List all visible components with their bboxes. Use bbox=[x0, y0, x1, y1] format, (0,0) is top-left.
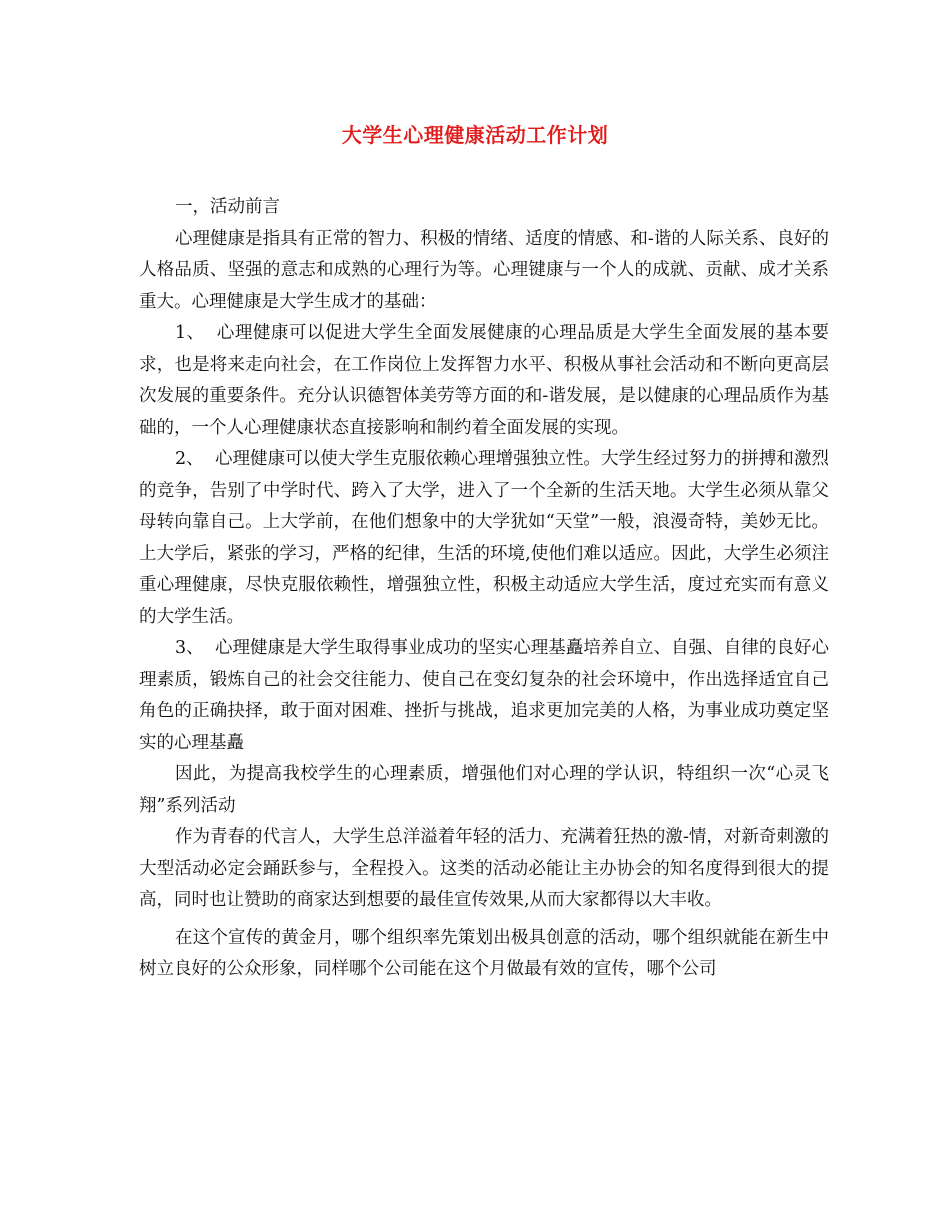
paragraph-youth: 作为青春的代言人，大学生总洋溢着年轻的活力、充满着狂热的激-情，对新奇刺激的大型活动必定会踊跃参与，全程投入。这类的活动必能让主办协会的知名度得到很大的提高，同时也让赞助的商家达到想要的最佳宣传效果,从而大家都得以大丰收。 bbox=[139, 827, 829, 910]
section-heading: 一，活动前言 bbox=[175, 197, 280, 217]
paragraph-point-2: 2、 心理健康可以使大学生克服依赖心理增强独立性。大学生经过努力的拼搏和激烈的竞争，告别了中学时代、跨入了大学，进入了一个全新的生活天地。大学生必须从靠父母转向靠自己。上大学前，在他们想象中的大学犹如“天堂”一般，浪漫奇特，美妙无比。上大学后，紧张的学习，严格的纪律，生活的环境,使他们难以适应。因此，大学生必须注重心理健康，尽快克服依赖性，增强独立性，积极主动适应大学生活，度过充实而有意义的大学生活。 bbox=[139, 449, 829, 627]
paragraph-golden-month: 在这个宣传的黄金月，哪个组织率先策划出极具创意的活动，哪个组织就能在新生中树立良好的公众形象，同样哪个公司能在这个月做最有效的宣传，哪个公司 bbox=[139, 927, 829, 979]
paragraph-intro: 心理健康是指具有正常的智力、积极的情绪、适度的情感、和-谐的人际关系、良好的人格品质、坚强的意志和成熟的心理行为等。心理键康与一个人的成就、贡献、成才关系重大。心理健康是大学生成才的基础： bbox=[139, 228, 829, 312]
paragraph-point-3: 3、 心理健康是大学生取得事业成功的坚实心理基矗培养自立、自强、自律的良好心理素质，锻炼自己的社会交往能力、使自己在变幻复杂的社会环境中，作出选择适宜自己角色的正确抉择，敢于面对困难、挫折与挑战，追求更加完美的人格，为事业成功奠定坚实的心理基矗 bbox=[139, 638, 829, 753]
paragraph-point-1: 1、 心理健康可以促进大学生全面发展健康的心理品质是大学生全面发展的基本要求，也是将来走向社会，在工作岗位上发挥智力水平、积极从事社会活动和不断向更高层次发展的重要条件。充分认识德智体美劳等方面的和-谐发展，是以健康的心理品质作为基础的，一个人心理健康状态直接影响和制约着全面发展的实现。 bbox=[139, 323, 829, 438]
document-body bbox=[139, 192, 829, 986]
document-title: 大学生心理健康活动工作计划 bbox=[341, 123, 609, 147]
paragraph-purpose: 因此，为提高我校学生的心理素质，增强他们对心理的学认识，特组织一次“心灵飞翔”系列活动 bbox=[139, 764, 829, 816]
